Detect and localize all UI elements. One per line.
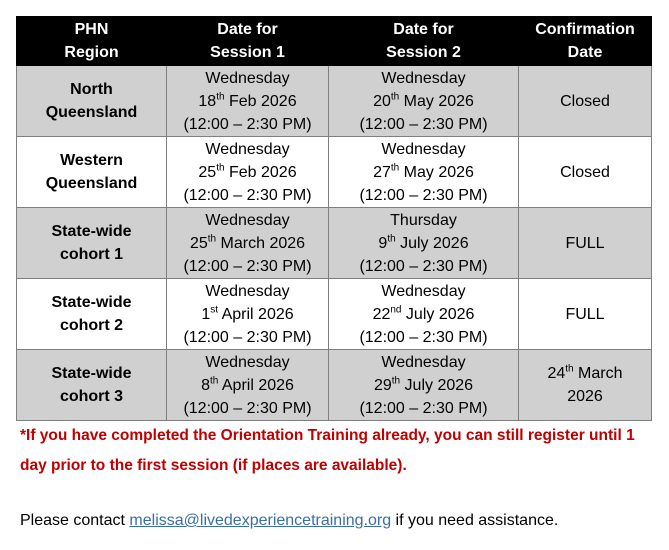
session-time: (12:00 – 2:30 PM) bbox=[183, 399, 312, 417]
session-date: 25th March 2026 bbox=[189, 233, 306, 252]
session-time: (12:00 – 2:30 PM) bbox=[359, 186, 488, 204]
session-time: (12:00 – 2:30 PM) bbox=[183, 186, 312, 204]
session-2-cell bbox=[329, 137, 519, 208]
session-1-cell bbox=[167, 137, 329, 208]
region-cell: State-wide cohort 1 bbox=[17, 208, 167, 279]
session-time: (12:00 – 2:30 PM) bbox=[359, 328, 488, 346]
session-day: Wednesday bbox=[381, 69, 466, 87]
header-session-1: Date for Session 1 bbox=[167, 17, 329, 66]
session-date: 8th April 2026 bbox=[201, 375, 294, 394]
session-day: Wednesday bbox=[205, 69, 290, 87]
session-date: 9th July 2026 bbox=[378, 233, 469, 252]
region-cell: North Queensland bbox=[17, 66, 167, 137]
session-1-cell bbox=[167, 208, 329, 279]
session-date: 22nd July 2026 bbox=[372, 304, 475, 323]
confirmation-cell: 24th March 2026 bbox=[519, 350, 652, 421]
confirmation-cell: Closed bbox=[519, 137, 652, 208]
session-time: (12:00 – 2:30 PM) bbox=[183, 257, 312, 275]
confirmation-cell: FULL bbox=[519, 279, 652, 350]
contact-email-link[interactable]: melissa@livedexperiencetraining.org bbox=[129, 512, 392, 529]
session-time: (12:00 – 2:30 PM) bbox=[359, 399, 488, 417]
session-time: (12:00 – 2:30 PM) bbox=[359, 115, 488, 133]
session-time: (12:00 – 2:30 PM) bbox=[183, 115, 312, 133]
header-session-2: Date for Session 2 bbox=[329, 17, 519, 66]
table-row bbox=[17, 208, 652, 279]
table-row bbox=[17, 279, 652, 350]
session-day: Thursday bbox=[390, 211, 457, 229]
session-date: 25th Feb 2026 bbox=[198, 162, 297, 181]
orientation-note: *If you have completed the Orientation Training already, you can still register until 1 day prior to the first session (if places are available). bbox=[20, 427, 635, 474]
session-time: (12:00 – 2:30 PM) bbox=[183, 328, 312, 346]
header-confirmation-date: Confirmation Date bbox=[519, 17, 652, 66]
session-date: 29th July 2026 bbox=[373, 375, 474, 394]
table-row bbox=[17, 350, 652, 421]
contact-line bbox=[20, 512, 558, 530]
session-day: Wednesday bbox=[381, 282, 466, 300]
session-date: 20th May 2026 bbox=[373, 91, 474, 110]
region-cell: Western Queensland bbox=[17, 137, 167, 208]
session-1-cell bbox=[167, 279, 329, 350]
contact-suffix: if you need assistance. bbox=[391, 512, 559, 529]
session-day: Wednesday bbox=[205, 353, 290, 371]
session-time: (12:00 – 2:30 PM) bbox=[359, 257, 488, 275]
region-cell: State-wide cohort 2 bbox=[17, 279, 167, 350]
contact-prefix: Please contact bbox=[20, 512, 130, 529]
confirmation-cell: FULL bbox=[519, 208, 652, 279]
session-1-cell bbox=[167, 350, 329, 421]
session-2-cell bbox=[329, 350, 519, 421]
header-row bbox=[17, 17, 652, 66]
session-day: Wednesday bbox=[381, 140, 466, 158]
region-cell: State-wide cohort 3 bbox=[17, 350, 167, 421]
session-2-cell bbox=[329, 279, 519, 350]
session-1-cell bbox=[167, 66, 329, 137]
training-schedule-table bbox=[16, 16, 652, 421]
session-day: Wednesday bbox=[205, 211, 290, 229]
table-row bbox=[17, 137, 652, 208]
session-date: 1st April 2026 bbox=[201, 304, 294, 323]
session-date: 27th May 2026 bbox=[373, 162, 474, 181]
session-day: Wednesday bbox=[205, 140, 290, 158]
session-2-cell bbox=[329, 208, 519, 279]
session-date: 18th Feb 2026 bbox=[198, 91, 297, 110]
table-row bbox=[17, 66, 652, 137]
session-day: Wednesday bbox=[205, 282, 290, 300]
confirmation-cell: Closed bbox=[519, 66, 652, 137]
header-phn-region: PHN Region bbox=[17, 17, 167, 66]
session-2-cell bbox=[329, 66, 519, 137]
session-day: Wednesday bbox=[381, 353, 466, 371]
